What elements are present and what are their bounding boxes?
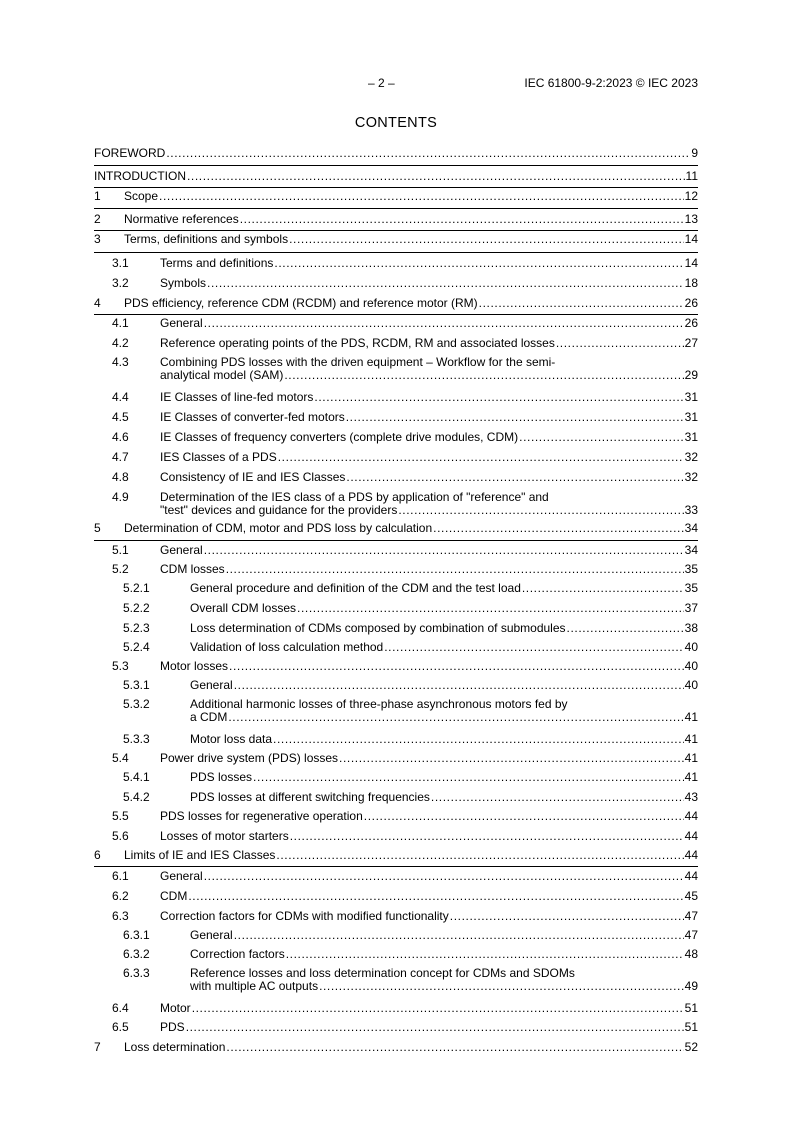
dot-leader bbox=[186, 1021, 684, 1034]
dot-leader bbox=[207, 277, 684, 290]
toc-entry-page: 49 bbox=[684, 979, 698, 993]
toc-entry-number: 6.1 bbox=[112, 869, 129, 883]
toc-entry-number: 3.1 bbox=[112, 256, 129, 270]
toc-entry-title: Combining PDS losses with the driven equipment – Workflow for the semi- bbox=[160, 355, 556, 369]
toc-entry-number: 7 bbox=[94, 1040, 101, 1054]
toc-entry-title: Loss determination of CDMs composed by combination of submodules bbox=[190, 621, 566, 635]
toc-entry-page: 35 bbox=[684, 581, 698, 595]
toc-entry-number: 4.8 bbox=[112, 470, 129, 484]
toc-entry-title: Scope bbox=[124, 189, 159, 203]
section-divider bbox=[94, 165, 698, 166]
dot-leader bbox=[339, 752, 684, 765]
toc-entry-page: 11 bbox=[685, 169, 698, 183]
dot-leader bbox=[567, 622, 684, 635]
toc-entry-title: Determination of CDM, motor and PDS loss by calculation bbox=[124, 521, 433, 535]
toc-entry-number: 4.1 bbox=[112, 316, 129, 330]
dot-leader bbox=[286, 948, 684, 961]
toc-entry-title: PDS efficiency, reference CDM (RCDM) and reference motor (RM) bbox=[124, 296, 478, 310]
dot-leader bbox=[234, 679, 684, 692]
dot-leader bbox=[364, 810, 684, 823]
toc-entry-title: Overall CDM losses bbox=[190, 601, 297, 615]
dot-leader bbox=[290, 830, 684, 843]
toc-entry-page: 9 bbox=[691, 146, 698, 160]
toc-entry-number: 4.5 bbox=[112, 410, 129, 424]
toc-entry-number: 5.4.2 bbox=[123, 790, 150, 804]
toc-entry-title: Additional harmonic losses of three-phase asynchronous motors fed by bbox=[190, 697, 568, 711]
toc-entry-number: 4.4 bbox=[112, 390, 129, 404]
toc-entry-page: 31 bbox=[684, 390, 698, 404]
toc-entry-page: 44 bbox=[684, 829, 698, 843]
toc-entry-page: 29 bbox=[684, 368, 698, 382]
toc-entry-number: 5.2 bbox=[112, 562, 129, 576]
toc-entry-page: 51 bbox=[684, 1020, 698, 1034]
dot-leader bbox=[274, 257, 683, 270]
toc-entry-title: General bbox=[160, 543, 203, 557]
dot-leader bbox=[166, 147, 690, 160]
dot-leader bbox=[284, 369, 683, 382]
toc-entry-page: 45 bbox=[684, 889, 698, 903]
toc-entry-title: Motor loss data bbox=[190, 732, 273, 746]
toc-entry-title: with multiple AC outputs bbox=[190, 979, 319, 993]
section-divider bbox=[94, 252, 698, 253]
toc-entry-number: 4.2 bbox=[112, 336, 129, 350]
toc-entry-page: 32 bbox=[684, 450, 698, 464]
section-divider bbox=[94, 230, 698, 231]
toc-entry-page: 41 bbox=[684, 770, 698, 784]
dot-leader bbox=[188, 890, 683, 903]
dot-leader bbox=[276, 849, 683, 862]
dot-leader bbox=[346, 471, 683, 484]
dot-leader bbox=[431, 791, 684, 804]
dot-leader bbox=[522, 582, 684, 595]
toc-entry-number: 3.2 bbox=[112, 276, 129, 290]
toc-entry-title: Reference losses and loss determination concept for CDMs and SDOMs bbox=[190, 966, 575, 980]
toc-entry-title: Determination of the IES class of a PDS by application of "reference" and bbox=[160, 490, 549, 504]
toc-entry-title: Motor losses bbox=[160, 659, 229, 673]
toc-entry-page: 33 bbox=[684, 503, 698, 517]
toc-entry-number: 6 bbox=[94, 848, 101, 862]
dot-leader bbox=[204, 317, 684, 330]
toc-entry-title: IE Classes of line-fed motors bbox=[160, 390, 314, 404]
section-divider bbox=[94, 866, 698, 867]
toc-entry-title: INTRODUCTION bbox=[94, 169, 186, 183]
toc-entry-title: Consistency of IE and IES Classes bbox=[160, 470, 346, 484]
dot-leader bbox=[289, 233, 684, 246]
toc-entry-page: 51 bbox=[684, 1001, 698, 1015]
toc-entry-page: 13 bbox=[684, 212, 698, 226]
dot-leader bbox=[240, 213, 684, 226]
toc-entry-title: Validation of loss calculation method bbox=[190, 640, 384, 654]
toc-entry-number: 6.3.1 bbox=[123, 928, 150, 942]
toc-entry-page: 40 bbox=[684, 678, 698, 692]
toc-entry-title: General bbox=[190, 678, 233, 692]
toc-entry-page: 18 bbox=[684, 276, 698, 290]
page-title: CONTENTS bbox=[354, 115, 438, 131]
dot-leader bbox=[297, 602, 684, 615]
dot-leader bbox=[278, 451, 684, 464]
toc-entry-number: 4.7 bbox=[112, 450, 129, 464]
toc-entry-title: Power drive system (PDS) losses bbox=[160, 751, 339, 765]
toc-entry-title: CDM bbox=[160, 889, 188, 903]
toc-entry-title: Terms and definitions bbox=[160, 256, 274, 270]
section-divider bbox=[94, 187, 698, 188]
toc-entry-number: 5.6 bbox=[112, 829, 129, 843]
toc-entry-title: PDS bbox=[160, 1020, 185, 1034]
toc-entry-page: 44 bbox=[684, 809, 698, 823]
toc-entry-page: 44 bbox=[684, 848, 698, 862]
toc-entry-page: 35 bbox=[684, 562, 698, 576]
toc-entry-page: 38 bbox=[684, 621, 698, 635]
dot-leader bbox=[519, 431, 684, 444]
dot-leader bbox=[226, 563, 684, 576]
toc-entry-title: PDS losses for regenerative operation bbox=[160, 809, 363, 823]
toc-entry-number: 4.6 bbox=[112, 430, 129, 444]
toc-entry-number: 5 bbox=[94, 521, 101, 535]
dot-leader bbox=[226, 1041, 683, 1054]
toc-entry-page: 34 bbox=[684, 521, 698, 535]
dot-leader bbox=[159, 190, 684, 203]
toc-entry-title: IES Classes of a PDS bbox=[160, 450, 277, 464]
toc-entry-title: Limits of IE and IES Classes bbox=[124, 848, 276, 862]
toc-entry-number: 4 bbox=[94, 296, 101, 310]
toc-entry-number: 5.2.4 bbox=[123, 640, 150, 654]
toc-entry-page: 34 bbox=[684, 543, 698, 557]
toc-entry-number: 5.4 bbox=[112, 751, 129, 765]
toc-entry-number: 5.1 bbox=[112, 543, 129, 557]
toc-entry-number: 5.2.2 bbox=[123, 601, 150, 615]
dot-leader bbox=[204, 544, 684, 557]
toc-entry-title: Losses of motor starters bbox=[160, 829, 289, 843]
toc-entry-title: Correction factors for CDMs with modified functionality bbox=[160, 909, 449, 923]
toc-entry-page: 48 bbox=[684, 947, 698, 961]
dot-leader bbox=[187, 170, 685, 183]
toc-entry-number: 6.2 bbox=[112, 889, 129, 903]
toc-entry-title: Motor bbox=[160, 1001, 191, 1015]
dot-leader bbox=[273, 733, 684, 746]
toc-entry-page: 43 bbox=[684, 790, 698, 804]
toc-entry-page: 44 bbox=[684, 869, 698, 883]
toc-entry-title: General bbox=[160, 869, 203, 883]
toc-entry-number: 6.3 bbox=[112, 909, 129, 923]
toc-entry-number: 3 bbox=[94, 232, 101, 246]
dot-leader bbox=[319, 980, 684, 993]
toc-entry-page: 41 bbox=[684, 710, 698, 724]
toc-entry-number: 6.5 bbox=[112, 1020, 129, 1034]
dot-leader bbox=[433, 522, 684, 535]
toc-entry-number: 4.3 bbox=[112, 355, 129, 369]
page-header bbox=[94, 76, 698, 92]
toc-entry-title: CDM losses bbox=[160, 562, 225, 576]
toc-entry-page: 47 bbox=[684, 928, 698, 942]
toc-entry-page: 41 bbox=[684, 732, 698, 746]
toc-entry-title: PDS losses at different switching frequencies bbox=[190, 790, 430, 804]
toc-entry-title: General bbox=[160, 316, 203, 330]
toc-entry-number: 6.3.2 bbox=[123, 947, 150, 961]
toc-entry-title: Normative references bbox=[124, 212, 239, 226]
toc-entry-page: 32 bbox=[684, 470, 698, 484]
section-divider bbox=[94, 208, 698, 209]
toc-entry-title: General procedure and definition of the CDM and the test load bbox=[190, 581, 521, 595]
toc-entry-page: 40 bbox=[684, 640, 698, 654]
dot-leader bbox=[228, 711, 683, 724]
dot-leader bbox=[346, 411, 684, 424]
toc-entry-title: a CDM bbox=[190, 710, 228, 724]
toc-entry-page: 26 bbox=[684, 296, 698, 310]
toc-entry-page: 27 bbox=[684, 336, 698, 350]
toc-entry-title: Correction factors bbox=[190, 947, 285, 961]
toc-entry-number: 6.3.3 bbox=[123, 966, 150, 980]
toc-entry-title: Terms, definitions and symbols bbox=[124, 232, 289, 246]
toc-entry-page: 14 bbox=[684, 232, 698, 246]
toc-entry-title: PDS losses bbox=[190, 770, 253, 784]
section-divider bbox=[94, 314, 698, 315]
toc-entry-page: 47 bbox=[684, 909, 698, 923]
toc-entry-title: "test" devices and guidance for the providers bbox=[160, 503, 398, 517]
toc-entry-page: 41 bbox=[684, 751, 698, 765]
toc-entry-number: 5.3 bbox=[112, 659, 129, 673]
dot-leader bbox=[192, 1002, 684, 1015]
dot-leader bbox=[314, 391, 683, 404]
dot-leader bbox=[253, 771, 684, 784]
toc-entry-number: 1 bbox=[94, 189, 101, 203]
toc-entry-title: Symbols bbox=[160, 276, 207, 290]
toc-entry-page: 31 bbox=[684, 410, 698, 424]
toc-entry-number: 4.9 bbox=[112, 490, 129, 504]
toc-entry-page: 14 bbox=[684, 256, 698, 270]
toc-entry-number: 5.5 bbox=[112, 809, 129, 823]
toc-entry-page: 31 bbox=[684, 430, 698, 444]
toc-entry-number: 5.3.1 bbox=[123, 678, 150, 692]
toc-entry-page: 52 bbox=[684, 1040, 698, 1054]
dot-leader bbox=[229, 660, 684, 673]
toc-entry-number: 5.3.3 bbox=[123, 732, 150, 746]
standard-reference: IEC 61800-9-2:2023 © IEC 2023 bbox=[524, 76, 698, 90]
toc-entry-page: 26 bbox=[684, 316, 698, 330]
toc-entry-number: 5.3.2 bbox=[123, 697, 150, 711]
toc-entry-title: General bbox=[190, 928, 233, 942]
toc-entry-number: 5.4.1 bbox=[123, 770, 150, 784]
toc-entry-title: IE Classes of converter-fed motors bbox=[160, 410, 345, 424]
toc-entry-number: 2 bbox=[94, 212, 101, 226]
toc-entry-page: 40 bbox=[684, 659, 698, 673]
toc-entry-number: 5.2.1 bbox=[123, 581, 150, 595]
toc-entry-title: Loss determination bbox=[124, 1040, 226, 1054]
dot-leader bbox=[450, 910, 684, 923]
toc-entry-title: Reference operating points of the PDS, RCDM, RM and associated losses bbox=[160, 336, 555, 350]
toc-entry-number: 6.4 bbox=[112, 1001, 129, 1015]
dot-leader bbox=[479, 297, 684, 310]
dot-leader bbox=[556, 337, 684, 350]
section-divider bbox=[94, 540, 698, 541]
dot-leader bbox=[384, 641, 683, 654]
toc-entry-page: 12 bbox=[684, 189, 698, 203]
toc-entry-title: FOREWORD bbox=[94, 146, 166, 160]
toc-entry-page: 37 bbox=[684, 601, 698, 615]
toc-entry-number: 5.2.3 bbox=[123, 621, 150, 635]
dot-leader bbox=[204, 870, 684, 883]
toc-entry-title: IE Classes of frequency converters (complete drive modules, CDM) bbox=[160, 430, 519, 444]
dot-leader bbox=[398, 504, 683, 517]
page-number: – 2 – bbox=[368, 76, 395, 90]
dot-leader bbox=[234, 929, 684, 942]
toc-entry-title: analytical model (SAM) bbox=[160, 368, 284, 382]
